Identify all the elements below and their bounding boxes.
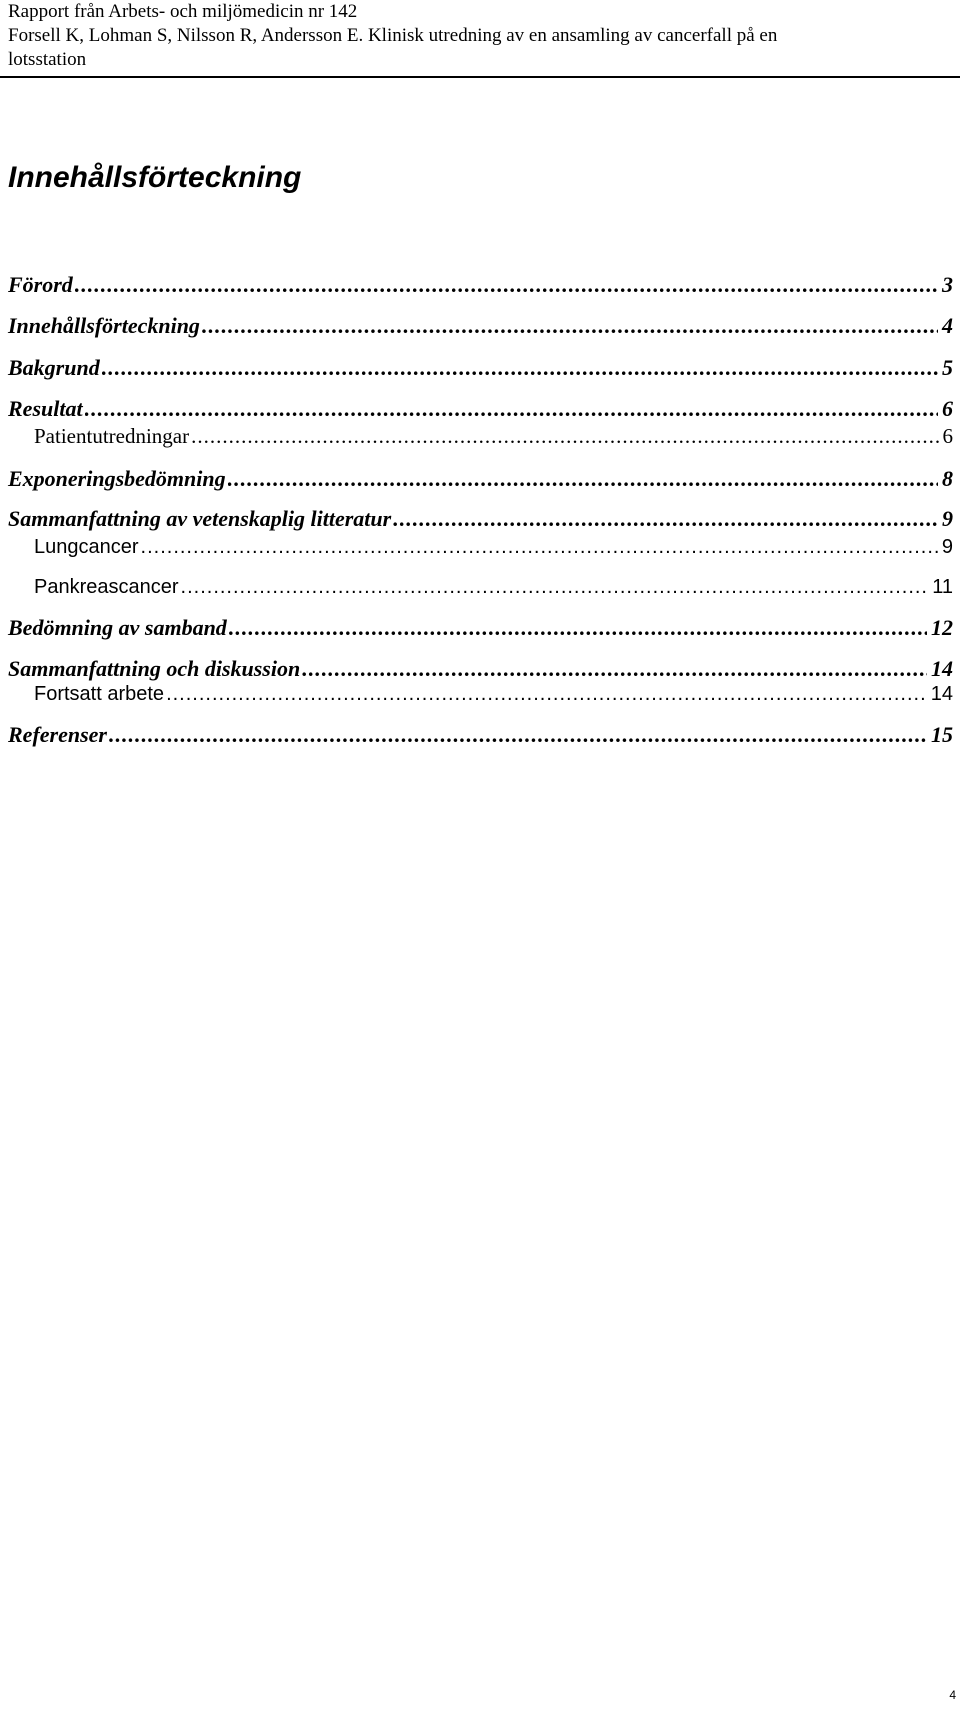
toc-entry-label: Referenser	[8, 722, 107, 747]
toc-entry-page: 9	[942, 506, 953, 531]
toc-entry-label: Sammanfattning och diskussion	[8, 656, 301, 681]
toc-entry-label: Lungcancer	[34, 536, 139, 558]
toc-entry-label: Resultat	[8, 396, 83, 421]
toc-entry-page: 11	[932, 576, 953, 598]
toc-dot-leader	[191, 423, 938, 449]
header-authors-line-continued: lotsstation	[8, 49, 87, 70]
toc-entry-page: 12	[931, 615, 953, 640]
toc-entry-page: 14	[931, 656, 953, 681]
header-authors-line: Forsell K, Lohman S, Nilsson R, Andersson E. Klinisk utredning av en ansamling av cancerfall på en	[8, 25, 778, 46]
toc-dot-leader	[393, 506, 938, 532]
toc-entry-page: 9	[941, 536, 953, 558]
toc-entry-page: 5	[942, 355, 953, 380]
toc-entry-label: Exponeringsbedömning	[8, 466, 226, 491]
toc-dot-leader	[102, 355, 938, 381]
toc-dot-leader	[228, 466, 938, 492]
toc-entry-label: Innehållsförteckning	[8, 313, 200, 338]
toc-entry-page: 6	[942, 396, 953, 421]
toc-entry-label: Sammanfattning av vetenskaplig litteratur	[8, 506, 392, 531]
running-header	[8, 0, 956, 72]
toc-entry-label: Fortsatt arbete	[34, 683, 165, 705]
toc-entry-label: Bakgrund	[8, 355, 100, 380]
toc-dot-leader	[109, 722, 927, 748]
page-number: 4	[949, 1688, 956, 1702]
toc-entry-label: Patientutredningar	[34, 424, 190, 448]
toc-entry-page: 3	[942, 272, 953, 297]
toc-dot-leader	[302, 656, 927, 682]
toc-entry-page: 14	[930, 683, 953, 705]
toc-dot-leader	[181, 574, 929, 600]
toc-entry-page: 8	[942, 466, 953, 491]
toc-entry-label: Förord	[8, 272, 73, 297]
toc-entry-label: Pankreascancer	[34, 576, 179, 598]
toc-dot-leader	[166, 681, 927, 707]
toc-entry-page: 4	[942, 313, 953, 338]
toc-dot-leader	[141, 534, 938, 560]
header-report-title: Rapport från Arbets- och miljömedicin nr 142	[8, 1, 358, 22]
toc-entry-page: 6	[942, 424, 953, 448]
toc-dot-leader	[229, 615, 927, 641]
toc-dot-leader	[75, 272, 938, 298]
toc-dot-leader	[85, 396, 938, 422]
toc-title: Innehållsförteckning	[8, 161, 302, 194]
toc-entry-page: 15	[931, 722, 953, 747]
toc-entry-label: Bedömning av samband	[8, 615, 227, 640]
header-divider	[0, 76, 960, 78]
toc-dot-leader	[202, 313, 938, 339]
